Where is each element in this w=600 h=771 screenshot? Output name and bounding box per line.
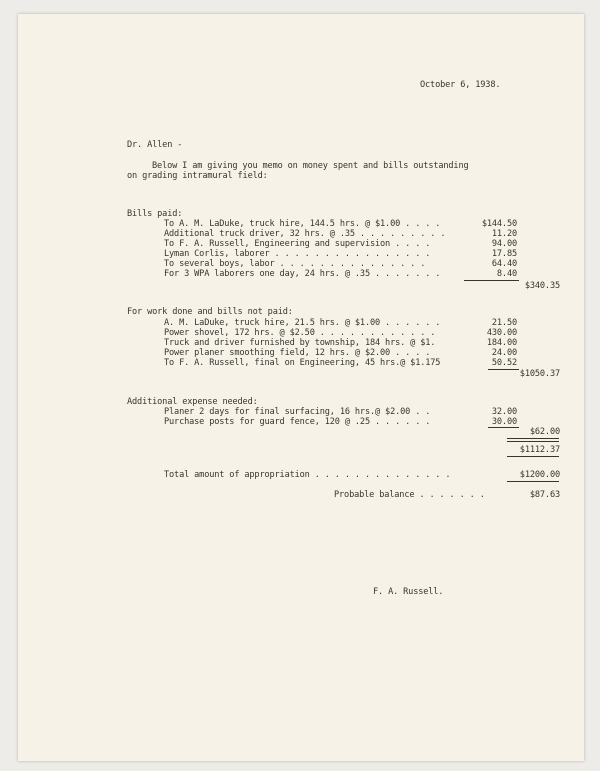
not-paid-item-amount: 24.00 (491, 348, 517, 358)
bills-paid-item-amount: 17.85 (491, 249, 517, 259)
bills-paid-item-desc: Lyman Corlis, laborer . . . . . . . . . . . . . . . . (164, 249, 431, 259)
grand-total-double-rule-bottom (507, 441, 559, 442)
not-paid-item-amount: 50.52 (491, 358, 517, 368)
bills-paid-item-amount: 8.40 (496, 269, 517, 279)
bills-paid-item-desc: For 3 WPA laborers one day, 24 hrs. @ .35 . . . . . . . (164, 269, 441, 279)
not-paid-item-amount: 21.50 (491, 318, 517, 328)
additional-item-desc: Planer 2 days for final surfacing, 16 hrs.@ $2.00 . . (164, 407, 431, 417)
bills-paid-item-desc: To several boys, labor . . . . . . . . . . . . . . . (164, 259, 426, 269)
not-paid-item-amount: 184.00 (486, 338, 517, 348)
not-paid-item-desc: Power planer smoothing field, 12 hrs. @ $2.00 . . . . (164, 348, 431, 358)
balance-label: Probable balance . . . . . . . (334, 490, 485, 500)
grand-total: $1112.37 (519, 445, 560, 455)
appropriation-amount: $1200.00 (519, 470, 560, 480)
bills-paid-item-amount: 11.20 (491, 229, 517, 239)
additional-item-amount: 30.00 (491, 417, 517, 427)
grand-total-underline (507, 456, 559, 457)
bills-paid-item-amount: 94.00 (491, 239, 517, 249)
signature: F. A. Russell. (373, 587, 444, 597)
not-paid-item-desc: Truck and driver furnished by township, 184 hrs. @ $1. (164, 338, 436, 348)
not-paid-heading: For work done and bills not paid: (127, 307, 293, 317)
additional-item-amount: 32.00 (491, 407, 517, 417)
additional-total: $62.00 (529, 427, 560, 437)
not-paid-item-amount: 430.00 (486, 328, 517, 338)
intro-line-1: Below I am giving you memo on money spent and bills outstanding (152, 161, 469, 171)
memo-date: October 6, 1938. (420, 80, 501, 90)
not-paid-total: $1050.37 (519, 369, 560, 379)
intro-line-2: on grading intramural field: (127, 171, 268, 181)
additional-heading: Additional expense needed: (127, 397, 258, 407)
bills-paid-item-amount: 64.40 (491, 259, 517, 269)
salutation: Dr. Allen - (127, 140, 183, 150)
balance-amount: $87.63 (529, 490, 560, 500)
bills-paid-total: $340.35 (524, 281, 560, 291)
bills-paid-item-desc: Additional truck driver, 32 hrs. @ .35 . . . . . . . . . (164, 229, 446, 239)
appropriation-label: Total amount of appropriation . . . . . . . . . . . . . . (164, 470, 451, 480)
not-paid-item-desc: A. M. LaDuke, truck hire, 21.5 hrs. @ $1.00 . . . . . . (164, 318, 441, 328)
not-paid-item-desc: Power shovel, 172 hrs. @ $2.50 . . . . . . . . . . . . (164, 328, 436, 338)
bills-paid-item-amount: $144.50 (481, 219, 517, 229)
bills-paid-item-desc: To F. A. Russell, Engineering and supervision . . . . (164, 239, 431, 249)
bills-paid-item-desc: To A. M. LaDuke, truck hire, 144.5 hrs. @ $1.00 . . . . (164, 219, 441, 229)
memo-page (18, 14, 584, 761)
grand-total-double-rule-top (507, 438, 559, 439)
appropriation-underline (507, 481, 559, 482)
additional-item-desc: Purchase posts for guard fence, 120 @ .25 . . . . . . (164, 417, 431, 427)
not-paid-item-desc: To F. A. Russell, final on Engineering, 45 hrs.@ $1.175 (164, 358, 441, 368)
bills-paid-heading: Bills paid: (127, 209, 183, 219)
